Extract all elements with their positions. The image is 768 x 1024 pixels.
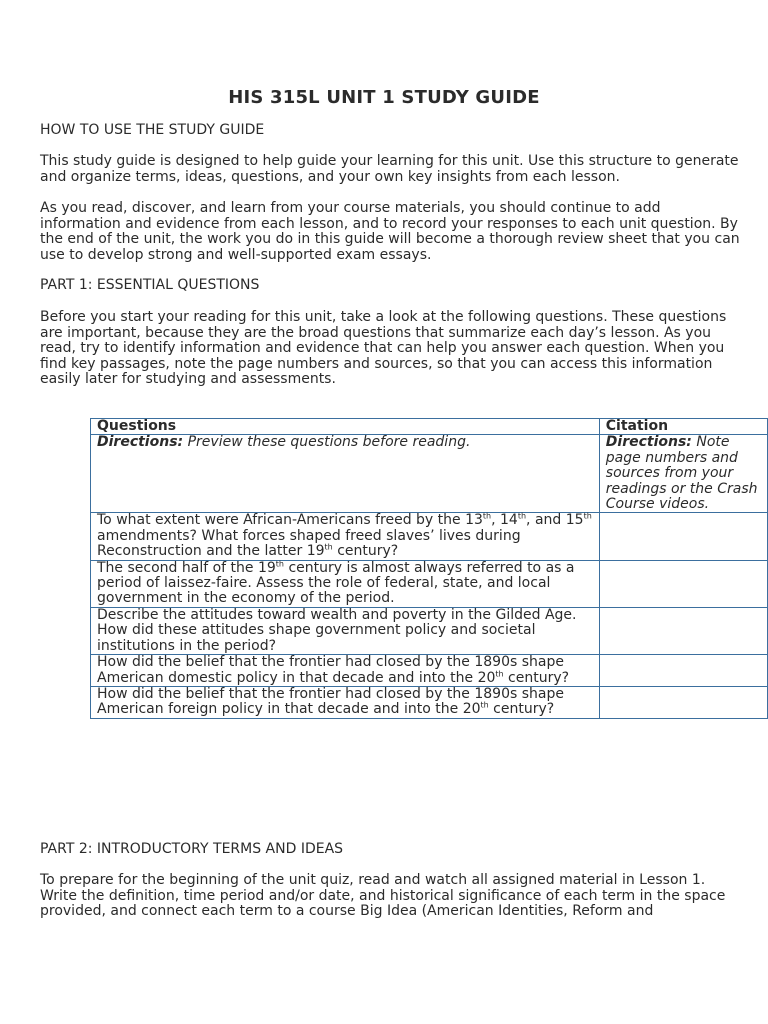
- citation-cell-2[interactable]: [599, 560, 767, 607]
- citation-cell-1[interactable]: [599, 513, 767, 560]
- citation-directions: Directions: Note page numbers and sources from your readings or the Crash Course videos.: [599, 435, 767, 513]
- question-2: The second half of the 19th century is almost always referred to as a period of laissez-faire. Assess the role of federal, state, and local government in the economy of the period.: [91, 560, 600, 607]
- questions-directions: Directions: Preview these questions before reading.: [91, 435, 600, 513]
- part1-intro: Before you start your reading for this unit, take a look at the following questions. These questions are important, because they are the broad questions that summarize each day’s lesson. As you read, try to identify information and evidence that can help you answer each question. When you find key passages, note the page numbers and sources, so that you can access this information easily later for studying and assessments.: [40, 309, 727, 388]
- table-header-row: [91, 419, 768, 435]
- document-title: HIS 315L UNIT 1 STUDY GUIDE: [228, 87, 540, 108]
- how-to-paragraph-1: This study guide is designed to help guide your learning for this unit. Use this structure to generate and organize terms, ideas, questions, and your own key insights from each lesson.: [40, 153, 739, 185]
- table-row: [91, 686, 768, 718]
- citation-column-header: Citation: [599, 419, 767, 435]
- table-row: [91, 560, 768, 607]
- citation-cell-4[interactable]: [599, 655, 767, 687]
- part2-heading: PART 2: INTRODUCTORY TERMS AND IDEAS: [40, 841, 344, 857]
- how-to-paragraph-2: As you read, discover, and learn from your course materials, you should continue to add information and evidence from each lesson, and to record your responses to each unit question. By the end of the unit, the work you do in this guide will become a thorough review sheet that you can use to develop strong and well-supported exam essays.: [40, 200, 740, 263]
- table-row: [91, 655, 768, 687]
- questions-column-header: Questions: [91, 419, 600, 435]
- citation-cell-3[interactable]: [599, 607, 767, 654]
- question-5: How did the belief that the frontier had closed by the 1890s shape American foreign policy in that decade and into the 20th century?: [91, 686, 600, 718]
- table-row: [91, 513, 768, 560]
- directions-row: [91, 435, 768, 513]
- part1-heading: PART 1: ESSENTIAL QUESTIONS: [40, 277, 260, 293]
- citation-cell-5[interactable]: [599, 686, 767, 718]
- essential-questions-table: [90, 418, 768, 719]
- question-3: Describe the attitudes toward wealth and poverty in the Gilded Age. How did these attitudes shape government policy and societal institutions in the period?: [91, 607, 600, 654]
- question-1: To what extent were African-Americans freed by the 13th, 14th, and 15th amendments? What forces shaped freed slaves’ lives during Reconstruction and the latter 19th century?: [91, 513, 600, 560]
- how-to-heading: HOW TO USE THE STUDY GUIDE: [40, 122, 265, 138]
- table-row: [91, 607, 768, 654]
- part2-intro: To prepare for the beginning of the unit quiz, read and watch all assigned material in Lesson 1. Write the definition, time period and/or date, and historical significance of each term in the space provided, and connect each term to a course Big Idea (American Identities, Reform and: [40, 872, 726, 920]
- question-4: How did the belief that the frontier had closed by the 1890s shape American domestic policy in that decade and into the 20th century?: [91, 655, 600, 687]
